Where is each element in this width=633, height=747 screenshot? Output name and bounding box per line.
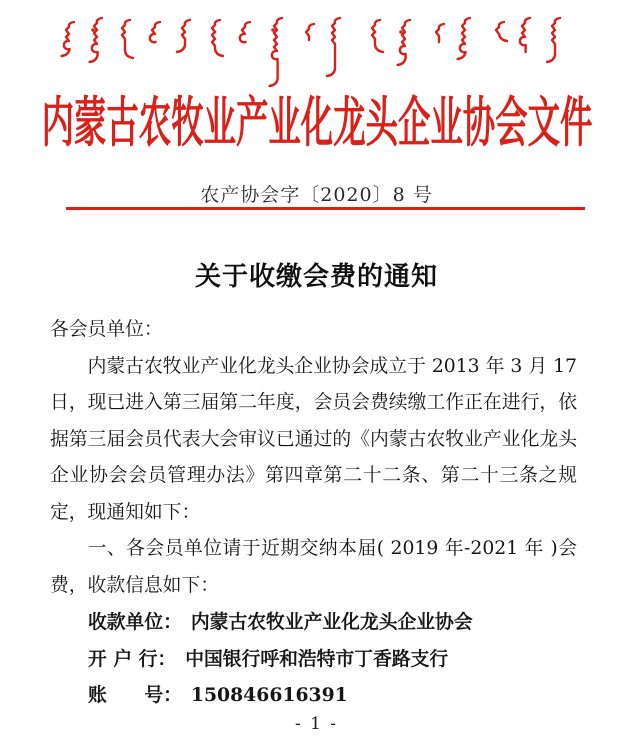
bank-name-row [88,641,577,678]
document-body [50,312,577,714]
payee-name-row [88,604,577,641]
payment-info-block [50,604,577,714]
page-number: - 1 - [294,714,339,734]
org-title [0,84,633,152]
payee-name-label: 收款单位： [88,611,182,633]
doc-number: 农产协会字〔2020〕8 号 [200,184,433,206]
org-title-text: 内蒙古农牧业产业化龙头企业协会文件 [41,89,592,154]
red-rule-divider [66,207,585,210]
bank-name-value: 中国银行呼和浩特市丁香路支行 [185,647,449,670]
account-number-label: 账 号： [88,684,182,706]
account-number-value: 150846616391 [190,684,348,706]
paragraph-1: 内蒙古农牧业产业化龙头企业协会成立于 2013 年 3 月 17 日，现已进入第三届第二年度，会员会费续缴工作正在进行，依据第三届会员代表大会审议已通过的《内蒙古农牧业产业化龙头企业协会会员管理办法》第四章第二十二条、第二十三条之规定，现通知如下： [50,355,577,523]
salutation: 各会员单位： [50,319,163,340]
paragraph-2: 一、各会员单位请于近期交纳本届( 2019 年-2021 年 )会费，收款信息如下： [50,538,577,596]
payee-name-value: 内蒙古农牧业产业化龙头企业协会 [190,611,473,633]
notice-title: 关于收缴会费的通知 [194,262,438,292]
bank-name-label: 开 户 行： [88,647,177,670]
account-number-row [88,677,577,714]
